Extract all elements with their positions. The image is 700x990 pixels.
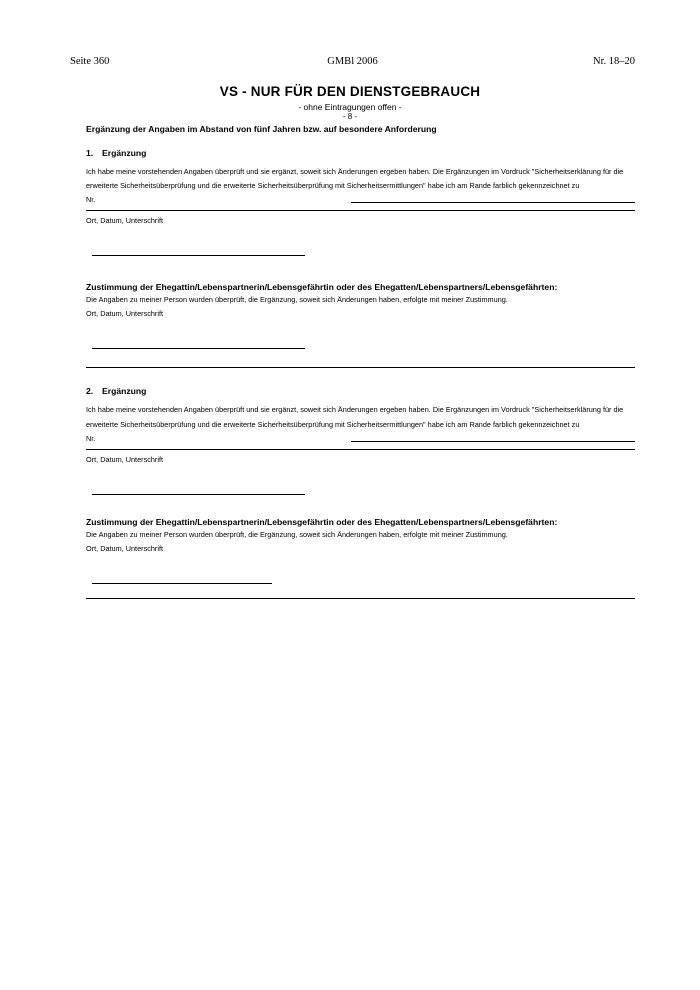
section-2-consent-signature-caption: Ort, Datum, Unterschrift xyxy=(86,543,164,553)
section-2-heading xyxy=(86,386,635,396)
section-2-nr-field[interactable] xyxy=(86,433,635,445)
section-1-nr-label: Nr. xyxy=(86,195,96,205)
section-1-nr-field[interactable] xyxy=(86,194,635,206)
running-head-journal: GMBl 2006 xyxy=(327,56,378,67)
section-1-paragraph: Ich habe meine vorstehenden Angaben überprüft und sie ergänzt, soweit sich Änderungen ergeben haben. Die Ergänzungen im Vordruck "Sicherheitserklärung für die erweiterte Sicherheitsüberprüfung und die erweiterte Sicherheitsüberprüfung mit Sicherheitsermittlungen" habe ich am Rande farblich gekennzeichnet zu xyxy=(86,167,624,191)
running-head-issue: Nr. 18–20 xyxy=(593,56,635,67)
section-2-nr-label: Nr. xyxy=(86,433,96,443)
section-1-signature-caption: Ort, Datum, Unterschrift xyxy=(86,216,164,226)
classification-banner: VS - NUR FÜR DEN DIENSTGEBRAUCH xyxy=(219,84,481,99)
classification-subnote: - ohne Eintragungen offen - xyxy=(298,102,402,112)
section-1-nr-rule xyxy=(351,202,635,203)
section-2-label: Ergänzung xyxy=(102,386,147,397)
section-2-paragraph: Ich habe meine vorstehenden Angaben überprüft und sie ergänzt, soweit sich Änderungen ergeben haben. Die Ergänzungen im Vordruck "Sicherheitserklärung für die erweiterte Sicherheitsüberprüfung und die erweiterte Sicherheitsüberprüfung mit Sicherheitsermittlungen" habe ich am Rande farblich gekennzeichnet zu xyxy=(86,405,624,429)
section-2-consent-heading: Zustimmung der Ehegattin/Lebenspartnerin/Lebensgefährtin oder des Ehegatten/Lebenspartners/Lebensgefährten: xyxy=(86,516,558,527)
document-body xyxy=(86,124,635,599)
running-head-page: Seite 360 xyxy=(70,56,110,67)
section-2-signature-rule xyxy=(86,449,635,450)
section-1-consent-heading: Zustimmung der Ehegattin/Lebenspartnerin/Lebensgefährtin oder des Ehegatten/Lebenspartners/Lebensgefährten: xyxy=(86,282,558,293)
section-1 xyxy=(86,148,635,368)
section-1-signature-rule xyxy=(86,210,635,211)
section-2-number: 2. xyxy=(86,386,94,397)
section-2-nr-rule xyxy=(351,441,635,442)
section-1-consent-signature-caption: Ort, Datum, Unterschrift xyxy=(86,309,164,319)
running-head xyxy=(70,56,635,67)
page-title: Ergänzung der Angaben im Abstand von fünf Jahren bzw. auf besondere Anforderung xyxy=(86,124,437,134)
section-2-consent-text: Die Angaben zu meiner Person wurden überprüft, die Ergänzung, soweit sich Änderungen haben, erfolgte mit meiner Zustimmung. xyxy=(86,529,508,539)
section-1-number: 1. xyxy=(86,148,94,158)
page-marker: - 8 - xyxy=(342,112,358,121)
section-2-bottom-rule xyxy=(86,598,635,599)
section-1-consent-text: Die Angaben zu meiner Person wurden überprüft, die Ergänzung, soweit sich Änderungen haben, erfolgte mit meiner Zustimmung. xyxy=(86,295,508,305)
section-2 xyxy=(86,386,635,598)
section-1-label: Ergänzung xyxy=(102,148,147,158)
section-2-signature-caption: Ort, Datum, Unterschrift xyxy=(86,454,164,464)
section-1-heading xyxy=(86,148,635,158)
